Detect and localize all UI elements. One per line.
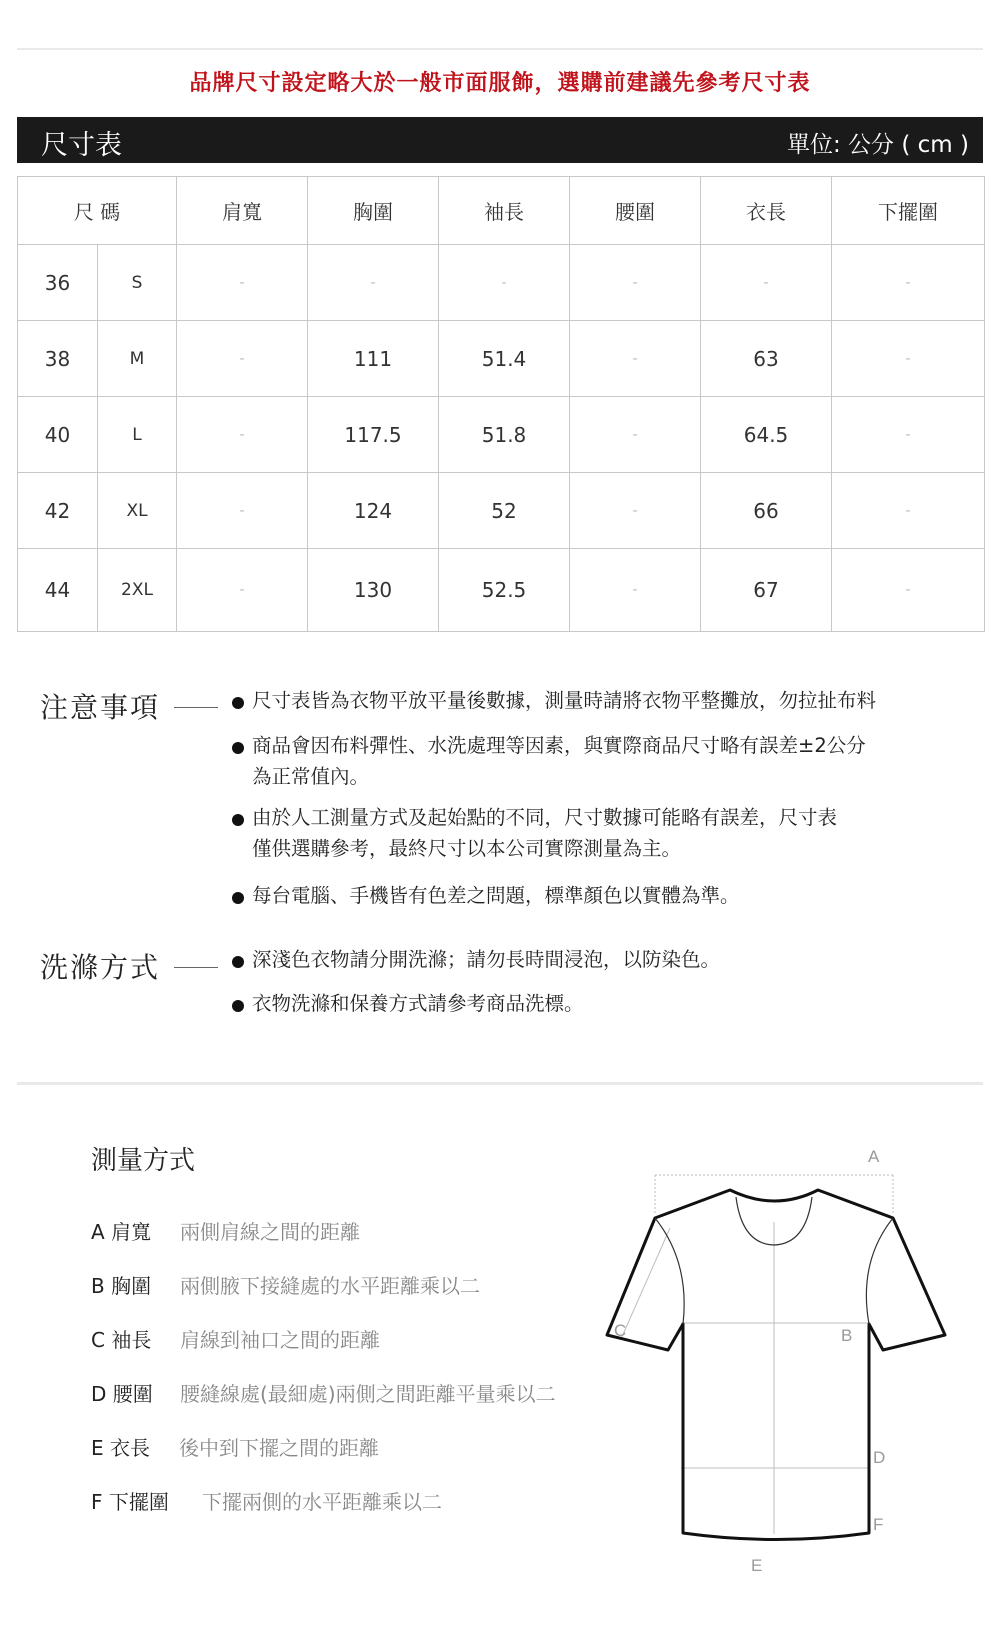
bullet-line: 每台電腦、手機皆有色差之問題，標準顏色以實體為準。: [252, 884, 740, 907]
bullet-line: 深淺色衣物請分開洗滌；請勿長時間浸泡，以防染色。: [252, 948, 721, 971]
cell-sleeve: 51.8: [439, 397, 570, 473]
cell-chest: 130: [308, 549, 439, 632]
bullet-dot-icon: [232, 1000, 244, 1012]
cell-hem: -: [832, 473, 985, 549]
cell-hem: -: [832, 245, 985, 321]
cell-hem: -: [832, 321, 985, 397]
size-chart-unit: 單位: 公分 ( cm ): [787, 132, 969, 158]
cell-chest: 117.5: [308, 397, 439, 473]
measure-desc: 腰縫線處(最細處)兩側之間距離平量乘以二: [180, 1382, 556, 1406]
cell-size-label: XL: [98, 473, 177, 549]
table-row: [18, 473, 985, 549]
bullet-item: [252, 685, 876, 716]
cell-sleeve: 51.4: [439, 321, 570, 397]
washing-title-line: [174, 967, 218, 968]
bullet-line: 衣物洗滌和保養方式請參考商品洗標。: [252, 992, 584, 1015]
cell-hem: -: [832, 397, 985, 473]
measure-title: 測量方式: [91, 1146, 196, 1176]
bullet-dot-icon: [232, 814, 244, 826]
measure-item: [91, 1216, 360, 1245]
label-f: F: [873, 1515, 884, 1534]
measure-desc: 肩線到袖口之間的距離: [180, 1328, 380, 1352]
right-sleeve-seam: [866, 1218, 893, 1324]
notes-title: 注意事項: [40, 691, 161, 724]
bullet-dot-icon: [232, 892, 244, 904]
measure-desc: 後中到下擺之間的距離: [179, 1436, 379, 1460]
measure-item: [91, 1486, 442, 1515]
header-length: 衣長: [701, 177, 832, 245]
size-table: [17, 176, 985, 632]
cell-waist: -: [570, 473, 701, 549]
label-b: B: [841, 1326, 853, 1345]
label-d: D: [873, 1448, 886, 1467]
header-size: 尺 碼: [18, 177, 177, 245]
header-hem: 下擺圍: [832, 177, 985, 245]
cell-length: 67: [701, 549, 832, 632]
cell-chest: 124: [308, 473, 439, 549]
size-chart-header-bar: [17, 117, 983, 163]
measure-item: [91, 1270, 480, 1299]
header-waist: 腰圍: [570, 177, 701, 245]
tshirt-outline: [607, 1190, 945, 1540]
bullet-line: 尺寸表皆為衣物平放平量後數據，測量時請將衣物平整攤放，勿拉扯布料: [252, 689, 877, 712]
notes-title-line: [174, 707, 218, 708]
size-notice: 品牌尺寸設定略大於一般市面服飾，選購前建議先參考尺寸表: [189, 71, 811, 96]
label-a: A: [868, 1147, 880, 1166]
cell-shoulder: -: [177, 245, 308, 321]
size-chart-title: 尺寸表: [41, 130, 122, 161]
measure-desc: 兩側腋下接縫處的水平距離乘以二: [180, 1274, 480, 1298]
bullet-item: [252, 944, 720, 975]
tshirt-diagram: [580, 1138, 970, 1583]
cell-waist: -: [570, 245, 701, 321]
bullet-item: [252, 880, 740, 911]
measure-key: E 衣長: [91, 1436, 150, 1460]
measure-key: B 胸圍: [91, 1274, 152, 1298]
table-row: [18, 397, 985, 473]
header-chest: 胸圍: [308, 177, 439, 245]
header-shoulder: 肩寬: [177, 177, 308, 245]
left-sleeve-seam: [655, 1218, 684, 1324]
measure-item: [91, 1432, 379, 1461]
cell-shoulder: -: [177, 321, 308, 397]
bullet-dot-icon: [232, 742, 244, 754]
bullet-line: 商品會因布料彈性、水洗處理等因素，與實際商品尺寸略有誤差±2公分: [252, 734, 866, 757]
cell-hem: -: [832, 549, 985, 632]
bullet-item: [252, 802, 837, 864]
bullet-line: 由於人工測量方式及起始點的不同，尺寸數據可能略有誤差，尺寸表: [252, 806, 838, 829]
bullet-dot-icon: [232, 697, 244, 709]
table-row: [18, 549, 985, 632]
top-divider: [17, 48, 983, 50]
cell-size-number: 40: [18, 397, 98, 473]
table-row: [18, 245, 985, 321]
cell-sleeve: -: [439, 245, 570, 321]
cell-size-label: M: [98, 321, 177, 397]
cell-waist: -: [570, 549, 701, 632]
cell-size-label: S: [98, 245, 177, 321]
middle-divider: [17, 1082, 983, 1085]
measure-key: A 肩寬: [91, 1220, 152, 1244]
cell-length: 64.5: [701, 397, 832, 473]
cell-size-number: 42: [18, 473, 98, 549]
cell-shoulder: -: [177, 473, 308, 549]
label-e: E: [751, 1556, 763, 1575]
measure-desc: 下擺兩側的水平距離乘以二: [202, 1490, 442, 1514]
table-row: [18, 321, 985, 397]
bullet-dot-icon: [232, 956, 244, 968]
cell-waist: -: [570, 321, 701, 397]
cell-shoulder: -: [177, 549, 308, 632]
cell-chest: 111: [308, 321, 439, 397]
cell-length: 66: [701, 473, 832, 549]
bullet-line: 為正常值內。: [252, 765, 370, 788]
measure-item: [91, 1324, 380, 1353]
cell-chest: -: [308, 245, 439, 321]
cell-size-label: 2XL: [98, 549, 177, 632]
cell-sleeve: 52.5: [439, 549, 570, 632]
cell-shoulder: -: [177, 397, 308, 473]
measure-key: D 腰圍: [91, 1382, 153, 1406]
bullet-item: [252, 988, 584, 1019]
label-c: C: [614, 1321, 627, 1340]
header-sleeve: 袖長: [439, 177, 570, 245]
measure-key: F 下擺圍: [91, 1490, 169, 1514]
cell-sleeve: 52: [439, 473, 570, 549]
cell-length: -: [701, 245, 832, 321]
washing-title: 洗滌方式: [40, 951, 161, 984]
measure-desc: 兩側肩線之間的距離: [180, 1220, 360, 1244]
cell-size-label: L: [98, 397, 177, 473]
cell-size-number: 36: [18, 245, 98, 321]
measure-item: [91, 1378, 556, 1407]
cell-waist: -: [570, 397, 701, 473]
cell-size-number: 38: [18, 321, 98, 397]
bullet-line: 僅供選購參考，最終尺寸以本公司實際測量為主。: [252, 837, 682, 860]
cell-length: 63: [701, 321, 832, 397]
cell-size-number: 44: [18, 549, 98, 632]
bullet-item: [252, 730, 866, 792]
measure-key: C 袖長: [91, 1328, 152, 1352]
table-header-row: [18, 177, 985, 245]
